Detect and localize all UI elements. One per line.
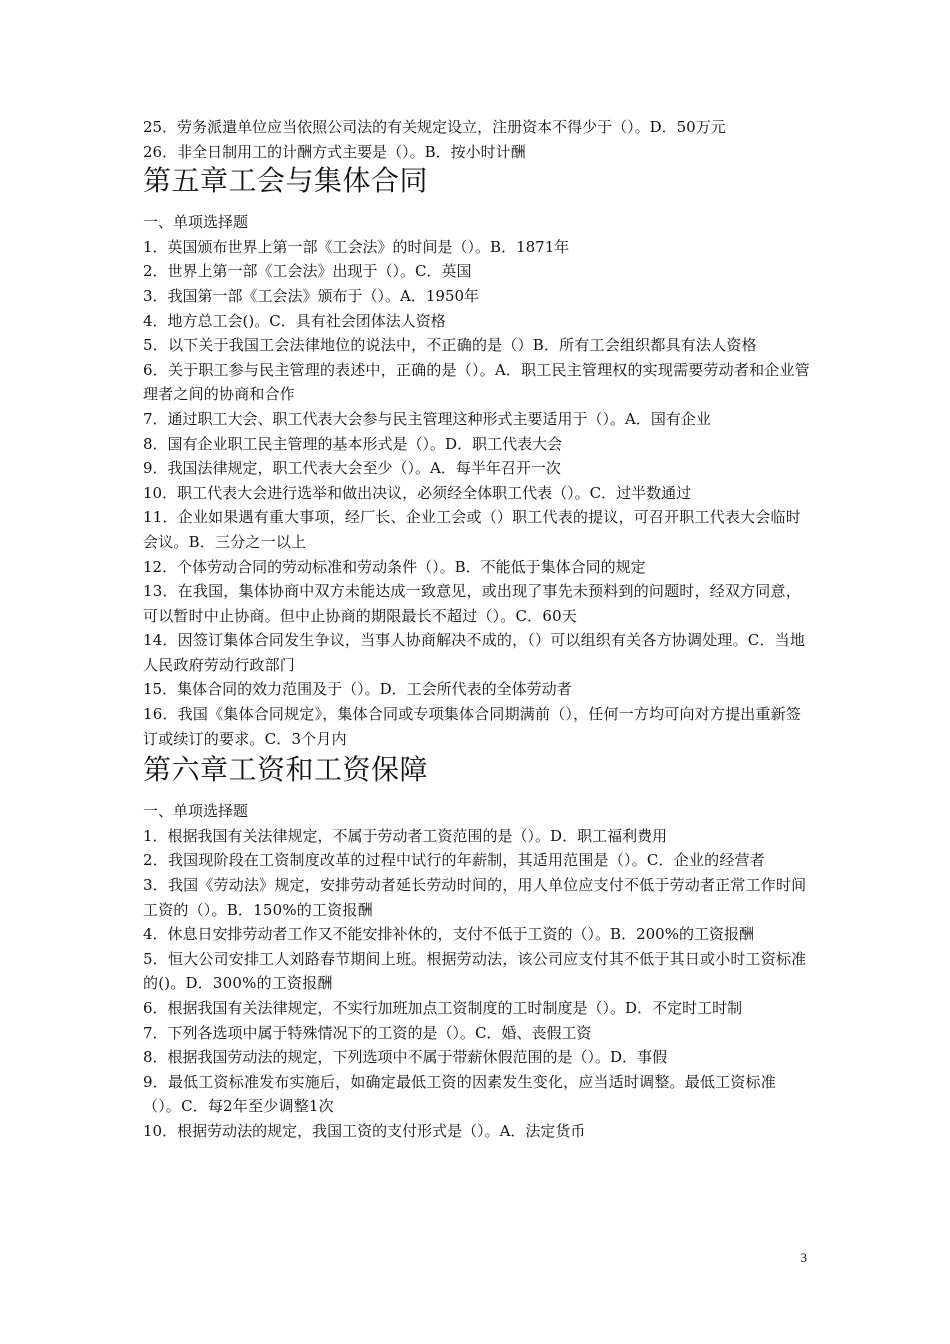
question-line: 12．个体劳动合同的劳动标准和劳动条件（）。B．不能低于集体合同的规定 (143, 557, 646, 576)
question-line: 10．职工代表大会进行选举和做出决议，必须经全体职工代表（）。C．过半数通过 (143, 483, 692, 502)
question-line: 16．我国《集体合同规定》，集体合同或专项集体合同期满前（），任何一方均可向对方提出重新签订或续订的要求。C．3个月内 (143, 705, 802, 748)
document-page (143, 115, 811, 1144)
question-line: 26．非全日制用工的计酬方式主要是（）。B．按小时计酬 (143, 142, 526, 161)
question-line: 5．以下关于我国工会法律地位的说法中，不正确的是（）B．所有工会组织都具有法人资格 (143, 336, 757, 355)
chapter-heading: 第五章工会与集体合同 (143, 164, 429, 198)
question-line: 8．国有企业职工民主管理的基本形式是（）。D．职工代表大会 (143, 434, 563, 453)
question-line: 9．最低工资标准发布实施后，如确定最低工资的因素发生变化，应当适时调整。最低工资标准（）。C．每2年至少调整1次 (143, 1072, 776, 1116)
question-line: 4．地方总工会()。C．具有社会团体法人资格 (143, 311, 446, 330)
section-heading: 一、单项选择题 (143, 213, 249, 232)
question-line: 6．根据我国有关法律规定，不实行加班加点工资制度的工时制度是（）。D．不定时工时制 (143, 999, 743, 1017)
question-line: 7．通过职工大会、职工代表大会参与民主管理这种形式主要适用于（）。A．国有企业 (143, 409, 711, 428)
question-line: 1．英国颁布世界上第一部《工会法》的时间是（）。B．1871年 (143, 237, 570, 256)
question-line: 15．集体合同的效力范围及于（）。D．工会所代表的全体劳动者 (143, 680, 572, 699)
question-line: 25．劳务派遣单位应当依照公司法的有关规定设立，注册资本不得少于（）。D．50万元 (143, 118, 726, 136)
question-line: 1．根据我国有关法律规定，不属于劳动者工资范围的是（）。D．职工福利费用 (143, 826, 668, 845)
question-line: 11．企业如果遇有重大事项，经厂长、企业工会或（）职工代表的提议，可召开职工代表大会临时会议。B．三分之一以上 (143, 508, 801, 551)
question-line: 6．关于职工参与民主管理的表述中，正确的是（）。A．职工民主管理权的实现需要劳动者和企业管理者之间的协商和合作 (143, 360, 810, 404)
question-line: 9．我国法律规定，职工代表大会至少（）。A．每半年召开一次 (143, 459, 561, 478)
question-line: 14．因签订集体合同发生争议，当事人协商解决不成的，（）可以组织有关各方协调处理。C．当地人民政府劳动行政部门 (143, 631, 806, 674)
section-heading: 一、单项选择题 (143, 802, 249, 821)
question-line: 13．在我国，集体协商中双方未能达成一致意见，或出现了事先未预料到的问题时，经双方同意，可以暂时中止协商。但中止协商的期限最长不超过（）。C．60天 (143, 582, 801, 625)
question-line: 10．根据劳动法的规定，我国工资的支付形式是（）。A．法定货币 (143, 1121, 586, 1140)
question-line: 3．我国《劳动法》规定，安排劳动者延长劳动时间的，用人单位应支付不低于劳动者正常工作时间工资的（）。B．150%的工资报酬 (143, 876, 807, 919)
question-line: 7．下列各选项中属于特殊情况下的工资的是（）。C．婚、丧假工资 (143, 1023, 592, 1042)
question-line: 2．我国现阶段在工资制度改革的过程中试行的年薪制，其适用范围是（）。C．企业的经营者 (143, 851, 765, 870)
question-line: 4．休息日安排劳动者工作又不能安排补休的，支付不低于工资的（）。B．200%的工资报酬 (143, 925, 754, 944)
question-line: 2．世界上第一部《工会法》出现于（）。C．英国 (143, 262, 472, 281)
question-line: 5．恒大公司安排工人刘路春节期间上班。根据劳动法，该公司应支付其不低于其日或小时工资标准的()。D．300%的工资报酬 (143, 949, 807, 993)
question-line: 8．根据我国劳动法的规定，下列选项中不属于带薪休假范围的是（）。D．事假 (143, 1048, 668, 1067)
chapter-heading: 第六章工资和工资保障 (143, 753, 429, 787)
question-line: 3．我国第一部《工会法》颁布于（）。A．1950年 (143, 286, 480, 305)
page-number: 3 (800, 1250, 807, 1265)
